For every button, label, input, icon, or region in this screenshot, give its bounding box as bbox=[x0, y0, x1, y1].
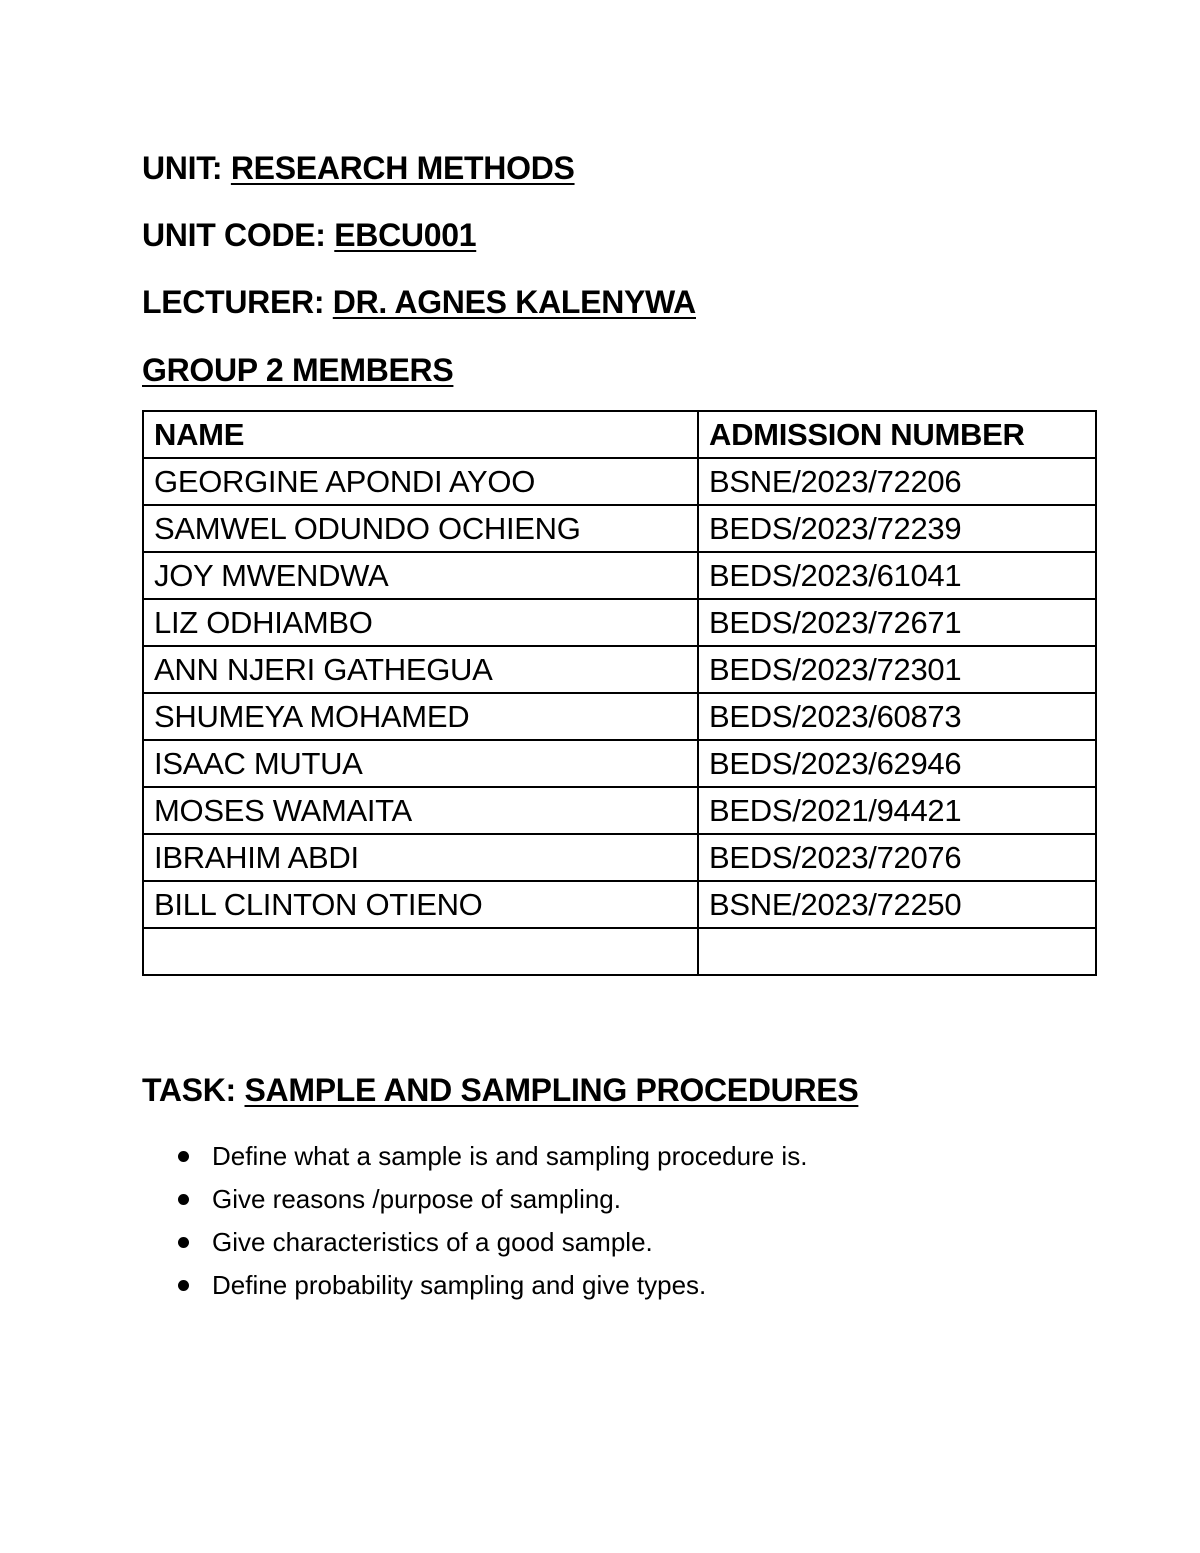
bullet-icon bbox=[178, 1280, 189, 1291]
list-item bbox=[142, 1264, 1102, 1307]
members-table bbox=[142, 410, 1097, 976]
task-item-text: Define what a sample is and sampling procedure is. bbox=[212, 1141, 808, 1171]
admission-number: BSNE/2023/72206 bbox=[698, 458, 1096, 505]
table-row bbox=[143, 693, 1096, 740]
table-row bbox=[143, 552, 1096, 599]
member-name bbox=[143, 928, 698, 975]
unit-heading bbox=[142, 148, 575, 188]
admission-number: BEDS/2023/72076 bbox=[698, 834, 1096, 881]
task-item-text: Define probability sampling and give types. bbox=[212, 1270, 707, 1300]
task-heading bbox=[142, 1070, 858, 1110]
unit-label: UNIT: bbox=[142, 150, 223, 186]
table-row bbox=[143, 599, 1096, 646]
task-list bbox=[142, 1135, 1102, 1307]
admission-number: BEDS/2023/62946 bbox=[698, 740, 1096, 787]
task-value: SAMPLE AND SAMPLING PROCEDURES bbox=[244, 1072, 859, 1108]
member-name: MOSES WAMAITA bbox=[143, 787, 698, 834]
member-name: ANN NJERI GATHEGUA bbox=[143, 646, 698, 693]
admission-number: BEDS/2023/72301 bbox=[698, 646, 1096, 693]
unit-code-value: EBCU001 bbox=[334, 217, 477, 253]
group-title: GROUP 2 MEMBERS bbox=[142, 352, 454, 388]
task-item-text: Give characteristics of a good sample. bbox=[212, 1227, 653, 1257]
member-name: BILL CLINTON OTIENO bbox=[143, 881, 698, 928]
list-item bbox=[142, 1221, 1102, 1264]
member-name: SHUMEYA MOHAMED bbox=[143, 693, 698, 740]
bullet-icon bbox=[178, 1237, 189, 1248]
table-row bbox=[143, 881, 1096, 928]
list-item bbox=[142, 1178, 1102, 1221]
admission-number: BEDS/2023/60873 bbox=[698, 693, 1096, 740]
table-row bbox=[143, 646, 1096, 693]
table-row-empty bbox=[143, 928, 1096, 975]
member-name: LIZ ODHIAMBO bbox=[143, 599, 698, 646]
unit-code-label: UNIT CODE: bbox=[142, 217, 326, 253]
lecturer-label: LECTURER: bbox=[142, 284, 325, 320]
table-row bbox=[143, 458, 1096, 505]
lecturer-value: DR. AGNES KALENYWA bbox=[332, 284, 696, 320]
admission-number bbox=[698, 928, 1096, 975]
table-row bbox=[143, 787, 1096, 834]
lecturer-heading bbox=[142, 282, 696, 322]
member-name: GEORGINE APONDI AYOO bbox=[143, 458, 698, 505]
column-header-name: NAME bbox=[143, 411, 698, 458]
member-name: IBRAHIM ABDI bbox=[143, 834, 698, 881]
unit-code-heading bbox=[142, 215, 476, 255]
admission-number: BEDS/2021/94421 bbox=[698, 787, 1096, 834]
admission-number: BEDS/2023/61041 bbox=[698, 552, 1096, 599]
table-row bbox=[143, 834, 1096, 881]
member-name: SAMWEL ODUNDO OCHIENG bbox=[143, 505, 698, 552]
unit-value: RESEARCH METHODS bbox=[230, 150, 575, 186]
bullet-icon bbox=[178, 1151, 189, 1162]
member-name: JOY MWENDWA bbox=[143, 552, 698, 599]
table-header-row bbox=[143, 411, 1096, 458]
admission-number: BEDS/2023/72671 bbox=[698, 599, 1096, 646]
table-row bbox=[143, 740, 1096, 787]
admission-number: BSNE/2023/72250 bbox=[698, 881, 1096, 928]
bullet-icon bbox=[178, 1194, 189, 1205]
admission-number: BEDS/2023/72239 bbox=[698, 505, 1096, 552]
member-name: ISAAC MUTUA bbox=[143, 740, 698, 787]
task-item-text: Give reasons /purpose of sampling. bbox=[212, 1184, 621, 1214]
column-header-admission: ADMISSION NUMBER bbox=[698, 411, 1096, 458]
list-item bbox=[142, 1135, 1102, 1178]
table-row bbox=[143, 505, 1096, 552]
task-label: TASK: bbox=[142, 1072, 236, 1108]
